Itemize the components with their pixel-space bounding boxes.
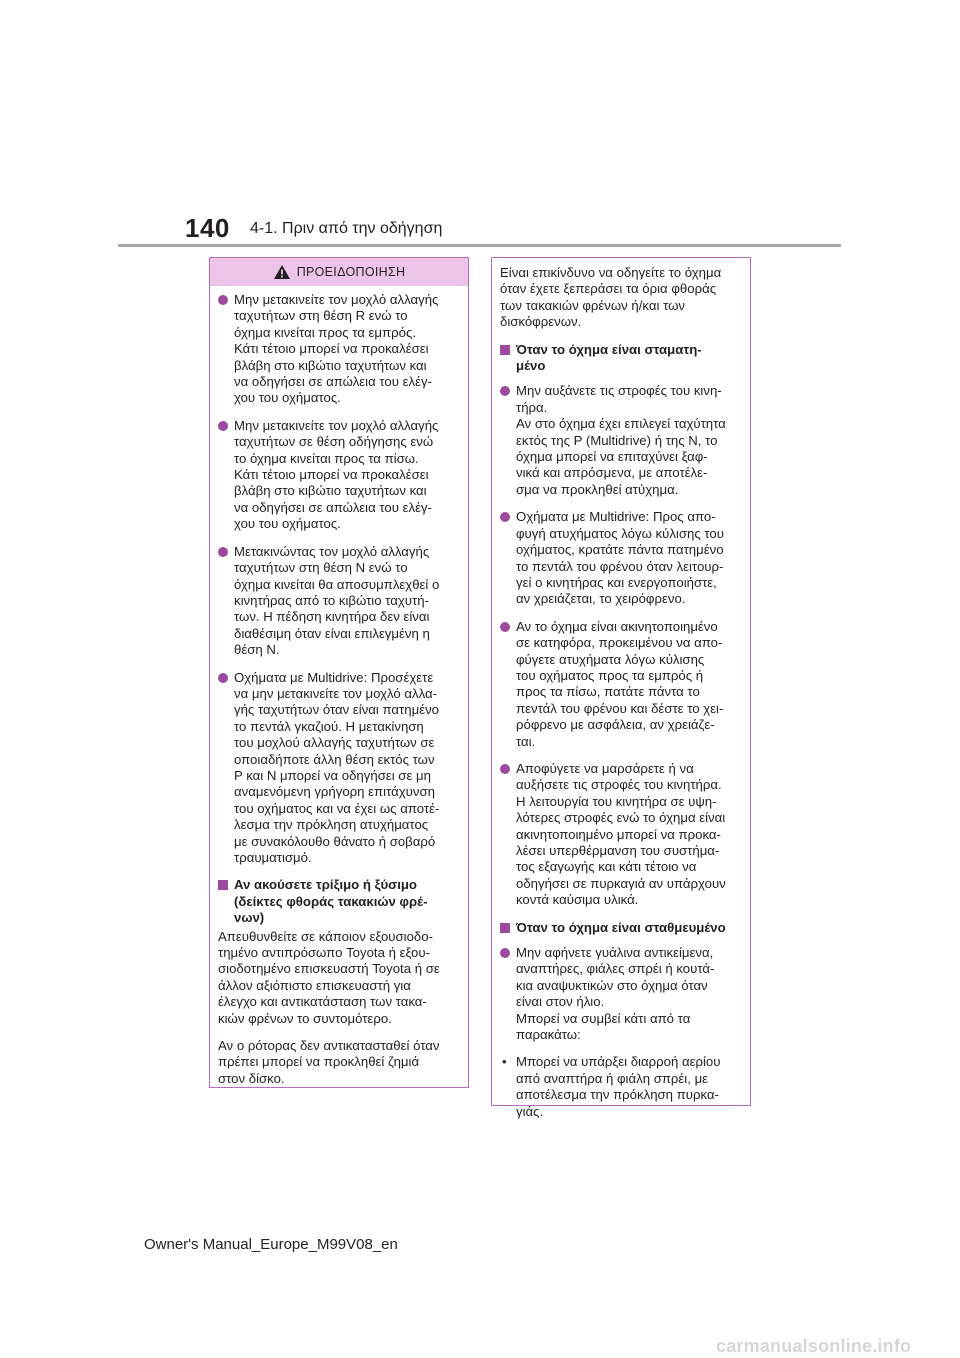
square-bullet-icon bbox=[218, 880, 228, 890]
bullet-dot-icon bbox=[218, 421, 228, 431]
small-bullet-icon: • bbox=[502, 1054, 507, 1070]
list-item: Μην αφήνετε γυάλινα αντικείμενα, αναπτήρες, φιάλες σπρέι ή κουτά- κια αναψυκτικών στο όχημα όταν είναι στον ήλιο. Μπορεί να συμβεί κάτι από τα παρακάτω: bbox=[500, 945, 742, 1043]
bullet-dot-icon bbox=[500, 386, 510, 396]
footer-text: Owner's Manual_Europe_M99V08_en bbox=[144, 1236, 398, 1253]
right-column-content bbox=[492, 258, 750, 1120]
bullet-dot-icon bbox=[500, 622, 510, 632]
square-bullet-icon bbox=[500, 345, 510, 355]
subsection-heading: Αν ακούσετε τρίξιμο ή ξύσιμο (δείκτες φθοράς τακακιών φρέ- νων) bbox=[218, 877, 460, 926]
bullet-dot-icon bbox=[218, 673, 228, 683]
header-divider bbox=[118, 244, 841, 247]
subsection-heading: Όταν το όχημα είναι σταματη- μένο bbox=[500, 342, 742, 375]
list-item: Αποφύγετε να μαρσάρετε ή να αυξήσετε τις στροφές του κινητήρα. Η λειτουργία του κινητήρα σε υψη- λότερες στροφές ενώ το όχημα είναι ακινητοποιημένο μπορεί να προκα- λέσει υπερθέρμανση του συστήμα- τος εξαγωγής και κάτι τέτοιο να οδηγήσει σε πυρκαγιά αν υπάρχουν κοντά καύσιμα υλικά. bbox=[500, 761, 742, 909]
paragraph: Απευθυνθείτε σε κάποιον εξουσιοδο- τημένο αντιπρόσωπο Toyota ή εξου- σιοδοτημένο επισκευαστή Toyota ή σε άλλον αξιόπιστο επισκευαστή για έλεγχο και αντικατάσταση των τακα- κιών φρένων το συντομότερο. bbox=[218, 928, 440, 1026]
bullet-dot-icon bbox=[218, 295, 228, 305]
left-column-content bbox=[210, 286, 468, 1087]
list-item: Αν το όχημα είναι ακινητοποιημένο σε κατηφόρα, προκειμένου να απο- φύγετε ατυχήματα λόγω κύλισης του οχήματος προς τα εμπρός ή προς τα πίσω, πατάτε πάντα το πεντάλ του φρένου και δέστε το χει- ρόφρενο με ασφάλεια, αν χρειάζε- ται. bbox=[500, 619, 742, 750]
square-bullet-icon bbox=[500, 923, 510, 933]
list-item: Μην μετακινείτε τον μοχλό αλλαγής ταχυτήτων στη θέση R ενώ το όχημα κινείται προς τα εμπρός. Κάτι τέτοιο μπορεί να προκαλέσει βλάβη στο κιβώτιο ταχυτήτων και να οδηγήσει σε απώλεια του ελέγ- χου του οχήματος. bbox=[218, 292, 460, 407]
warning-box-right bbox=[491, 257, 751, 1119]
bullet-dot-icon bbox=[218, 547, 228, 557]
bullet-dot-icon bbox=[500, 948, 510, 958]
list-item: Μην μετακινείτε τον μοχλό αλλαγής ταχυτήτων σε θέση οδήγησης ενώ το όχημα κινείται προς τα πίσω. Κάτι τέτοιο μπορεί να προκαλέσει βλάβη στο κιβώτιο ταχυτήτων και να οδηγήσει σε απώλεια του ελέγ- χου του οχήματος. bbox=[218, 418, 460, 533]
warning-triangle-icon bbox=[273, 264, 291, 280]
subsection-heading: Όταν το όχημα είναι σταθμευμένο bbox=[500, 920, 742, 936]
warning-box-left bbox=[209, 257, 469, 1088]
page-number: 140 bbox=[185, 213, 230, 243]
watermark[interactable]: carmanualsonline.info bbox=[716, 1336, 912, 1356]
paragraph: Είναι επικίνδυνο να οδηγείτε το όχημα όταν έχετε ξεπεράσει τα όρια φθοράς των τακακιών φρένων ή/και των δισκόφρενων. bbox=[500, 265, 722, 330]
list-item: Οχήματα με Multidrive: Προσέχετε να μην μετακινείτε τον μοχλό αλλα- γής ταχυτήτων όταν είναι πατημένο το πεντάλ γκαζιού. Η μετακίνηση του μοχλού αλλαγής ταχυτήτων σε οποιαδήποτε άλλη θέση εκτός των P και N μπορεί να οδηγήσει σε μη αναμενόμενη γρήγορη επιτάχυνση του οχήματος και να έχει ως αποτέ- λεσμα την πρόκληση ατυχήματος με συνακόλουθο θάνατο ή σοβαρό τραυματισμό. bbox=[218, 670, 460, 867]
warning-header bbox=[210, 258, 468, 286]
bullet-dot-icon bbox=[500, 764, 510, 774]
list-item: Οχήματα με Multidrive: Προς απο- φυγή ατυχήματος λόγω κύλισης του οχήματος, κρατάτε πάντα πατημένο το πεντάλ του φρένου όταν λειτουρ- γεί ο κινητήρας και ενεργοποιήστε, αν χρειάζεται, το χειρόφρενο. bbox=[500, 509, 742, 607]
bullet-dot-icon bbox=[500, 512, 510, 522]
list-item: Μην αυξάνετε τις στροφές του κινη- τήρα. Αν στο όχημα έχει επιλεγεί ταχύτητα εκτός της P (Multidrive) ή της N, το όχημα μπορεί να επιταχύνει ξαφ- νικά και απρόσμενα, με αποτέλε- σμα να προκληθεί ατύχημα. bbox=[500, 383, 742, 498]
section-title: 4-1. Πριν από την οδήγηση bbox=[250, 220, 443, 237]
sub-bullet-item: • Μπορεί να υπάρξει διαρροή αερίου από αναπτήρα ή φιάλη σπρέι, με αποτέλεσμα την πρόκληση πυρκα- γιάς. bbox=[502, 1054, 721, 1119]
paragraph: Αν ο ρότορας δεν αντικατασταθεί όταν πρέπει μπορεί να προκληθεί ζημιά στον δίσκο. bbox=[218, 1038, 440, 1086]
warning-title: ΠΡΟΕΙΔΟΠΟΙΗΣΗ bbox=[296, 265, 406, 279]
list-item: Μετακινώντας τον μοχλό αλλαγής ταχυτήτων στη θέση N ενώ το όχημα κινείται θα αποσυμπλεχθεί ο κινητήρας από το κιβώτιο ταχυτή- των. Η πέδηση κινητήρα δεν είναι διαθέσιμη όταν είναι επιλεγμένη η θέση N. bbox=[218, 544, 460, 659]
